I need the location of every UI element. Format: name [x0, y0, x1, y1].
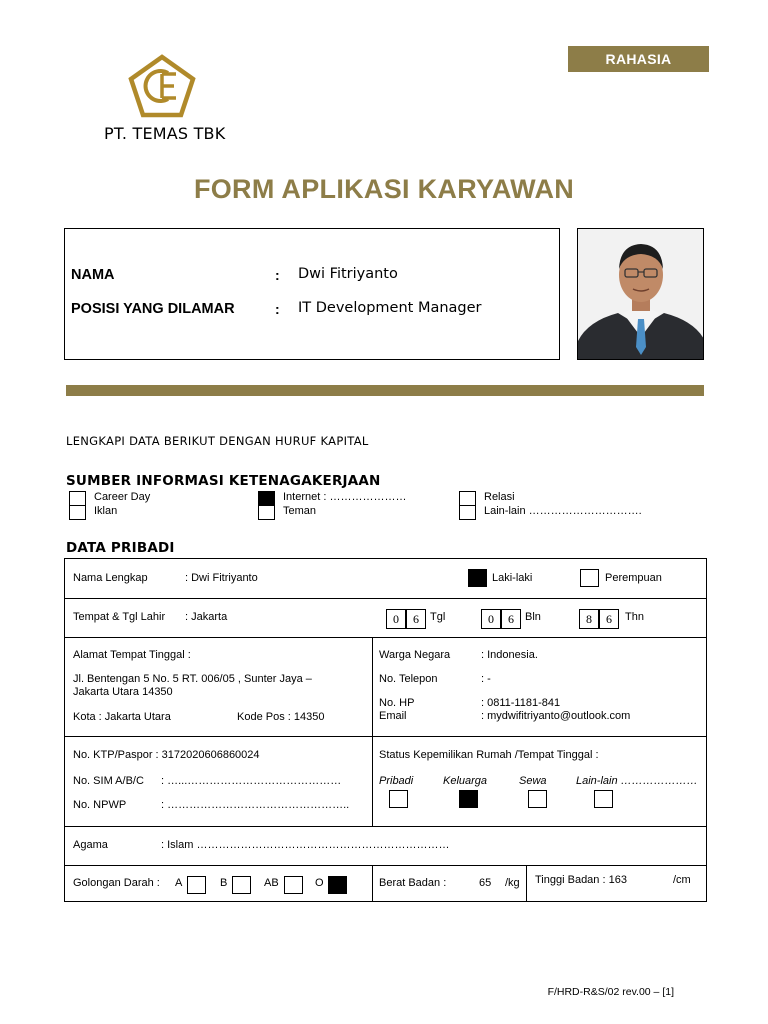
goldar-a-checkbox[interactable]: [187, 876, 206, 894]
career-day-checkbox[interactable]: [69, 491, 86, 506]
email-label: Email: [379, 710, 407, 722]
position-colon: :: [275, 301, 280, 317]
column-divider: [372, 637, 373, 826]
warga-label: Warga Negara: [379, 649, 451, 661]
goldar-label: Golongan Darah :: [73, 877, 160, 889]
perempuan-label: Perempuan: [605, 572, 662, 584]
npwp-label: No. NPWP: [73, 799, 127, 811]
goldar-o-label: O: [315, 877, 324, 889]
teman-label: Teman: [283, 505, 317, 517]
goldar-b-checkbox[interactable]: [232, 876, 251, 894]
status-lain-lain-checkbox[interactable]: [594, 790, 613, 808]
hp-value[interactable]: : 0811-1181-841: [481, 697, 561, 709]
npwp-value[interactable]: : …………………………………………..: [161, 799, 350, 811]
kode-pos-value[interactable]: Kode Pos : 14350: [237, 711, 325, 723]
section-pribadi-title: DATA PRIBADI: [66, 540, 175, 556]
row-divider: [65, 637, 706, 638]
sewa-label: Sewa: [519, 775, 547, 787]
thn-digit[interactable]: 8: [579, 609, 599, 629]
nama-lengkap-value[interactable]: : Dwi Fitriyanto: [185, 572, 258, 584]
row-divider: [65, 598, 706, 599]
applicant-box: [64, 228, 560, 360]
status-pribadi-checkbox[interactable]: [389, 790, 408, 808]
row-divider: [65, 736, 706, 737]
career-day-label: Career Day: [94, 491, 151, 503]
laki-laki-label: Laki-laki: [492, 572, 533, 584]
alamat-label: Alamat Tempat Tinggal :: [73, 649, 191, 661]
agama-label: Agama: [73, 839, 108, 851]
row-divider: [65, 826, 706, 827]
sim-value[interactable]: : …...……………………………………: [161, 775, 342, 787]
berat-unit: /kg: [505, 877, 520, 889]
alamat-line2[interactable]: Jakarta Utara 14350: [73, 686, 173, 698]
goldar-ab-label: AB: [264, 877, 279, 889]
warga-value[interactable]: : Indonesia.: [481, 649, 538, 661]
teman-checkbox[interactable]: [258, 505, 275, 520]
laki-laki-checkbox[interactable]: [468, 569, 487, 587]
ttl-value[interactable]: : Jakarta: [185, 611, 228, 623]
company-name: PT. TEMAS TBK: [104, 124, 226, 143]
thn-label: Thn: [625, 611, 644, 623]
goldar-b-label: B: [220, 877, 228, 889]
name-value[interactable]: Dwi Fitriyanto: [298, 266, 398, 282]
column-divider: [372, 865, 373, 901]
section-sumber-title: SUMBER INFORMASI KETENAGAKERJAAN: [66, 473, 381, 489]
sim-label: No. SIM A/B/C: [73, 775, 144, 787]
divider-bar: [66, 385, 704, 396]
portrait-icon: [578, 229, 704, 360]
perempuan-checkbox[interactable]: [580, 569, 599, 587]
alamat-line1[interactable]: Jl. Bentengan 5 No. 5 RT. 006/05 , Sunter Jaya –: [73, 673, 312, 685]
column-divider: [526, 865, 527, 901]
position-label: POSISI YANG DILAMAR: [71, 301, 235, 317]
form-title: FORM APLIKASI KARYAWAN: [193, 174, 575, 204]
berat-label: Berat Badan :: [379, 877, 447, 889]
name-label: NAMA: [71, 267, 115, 283]
iklan-checkbox[interactable]: [69, 505, 86, 520]
position-value[interactable]: IT Development Manager: [298, 300, 482, 316]
relasi-checkbox[interactable]: [459, 491, 476, 506]
telepon-label: No. Telepon: [379, 673, 438, 685]
nama-lengkap-label: Nama Lengkap: [73, 572, 148, 584]
personal-data-table: [64, 558, 707, 902]
company-logo-icon: [128, 54, 196, 118]
tinggi-label[interactable]: Tinggi Badan : 163: [535, 874, 627, 886]
confidential-badge: RAHASIA: [568, 46, 709, 72]
hp-label: No. HP: [379, 697, 415, 709]
ktp-value[interactable]: No. KTP/Paspor : 3172020606860024: [73, 749, 260, 761]
applicant-photo: [577, 228, 704, 360]
telepon-value[interactable]: : -: [481, 673, 491, 685]
form-code-footer: F/HRD-R&S/02 rev.00 – [1]: [547, 986, 674, 998]
email-value[interactable]: : mydwifitriyanto@outlook.com: [481, 710, 631, 722]
lain-lain-checkbox[interactable]: [459, 505, 476, 520]
pribadi-label: Pribadi: [379, 775, 414, 787]
bln-label: Bln: [525, 611, 541, 623]
bln-digit[interactable]: 6: [501, 609, 521, 629]
goldar-a-label: A: [175, 877, 183, 889]
lain-lain-label: Lain-lain ………………………….: [484, 505, 642, 517]
row-divider: [65, 865, 706, 866]
status-sewa-checkbox[interactable]: [528, 790, 547, 808]
ttl-label: Tempat & Tgl Lahir: [73, 611, 166, 623]
tgl-digit[interactable]: 0: [386, 609, 406, 629]
tgl-digit[interactable]: 6: [406, 609, 426, 629]
goldar-o-checkbox[interactable]: [328, 876, 347, 894]
tinggi-unit: /cm: [673, 874, 691, 886]
tgl-label: Tgl: [430, 611, 446, 623]
lain-lain-status-label: Lain-lain …………………: [576, 775, 698, 787]
instruction-text: LENGKAPI DATA BERIKUT DENGAN HURUF KAPITAL: [66, 434, 369, 448]
keluarga-label: Keluarga: [443, 775, 488, 787]
internet-checkbox[interactable]: [258, 491, 275, 506]
thn-digit[interactable]: 6: [599, 609, 619, 629]
iklan-label: Iklan: [94, 505, 118, 517]
relasi-label: Relasi: [484, 491, 515, 503]
status-label: Status Kepemilikan Rumah /Tempat Tinggal :: [379, 749, 599, 761]
kota-value[interactable]: Kota : Jakarta Utara: [73, 711, 171, 723]
berat-value[interactable]: 65: [479, 877, 492, 889]
bln-digit[interactable]: 0: [481, 609, 501, 629]
goldar-ab-checkbox[interactable]: [284, 876, 303, 894]
status-keluarga-checkbox[interactable]: [459, 790, 478, 808]
agama-value[interactable]: : Islam ……………………………………………………………: [161, 839, 450, 851]
name-colon: :: [275, 267, 280, 283]
internet-label: Internet : …………………: [283, 491, 407, 503]
